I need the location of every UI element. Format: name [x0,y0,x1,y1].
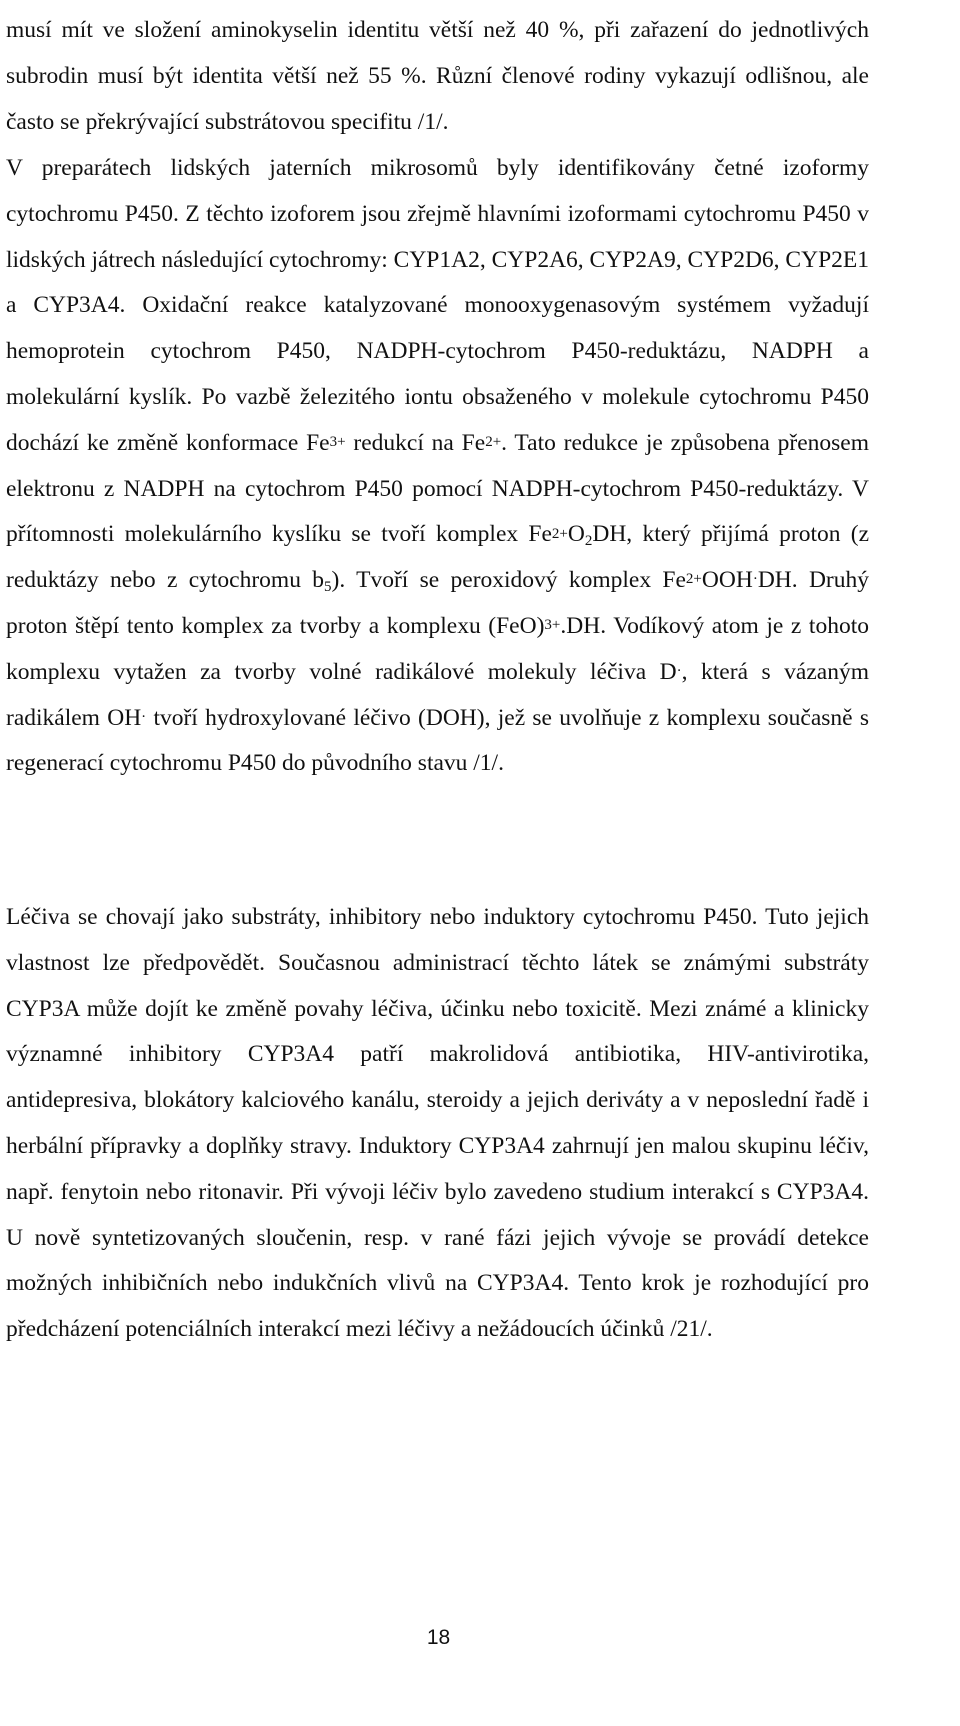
radical-dot: · [676,663,682,680]
radical-dot: · [752,571,758,588]
text-run: DH. Druhý proton štěpí tento komplex za tvorby a komplexu (FeO) [6,567,869,639]
superscript-charge: 3+ [329,434,346,451]
text-run: , která s vázaným radikálem OH [6,658,869,731]
text-run: DH, který přijímá proton (z reduktázy nebo z cytochromu b [6,521,869,594]
subscript-index: 2 [584,533,593,550]
text-run: ). Tvoří se peroxidový komplex Fe [331,567,686,594]
text-run: . Tato redukce je způsobena přenosem elektronu z NADPH na cytochrom P450 pomocí NADPH-cytochrom P450-reduktázy. V přítomnosti molekulárního kyslíku se tvoří komplex Fe [6,429,870,548]
paragraph-drug-interactions: Léčiva se chovají jako substráty, inhibitory nebo induktory cytochromu P450. Tuto jejich vlastnost lze předpovědět. Současnou administrací těchto látek se známými substráty CYP3A může dojít ke změně povahy léčiva, účinku nebo toxicitě. Mezi známé a klinicky významné inhibitory CYP3A4 patří makrolidová antibiotika, HIV-antivirotika, antidepresiva, blokátory kalciového kanálu, steroidy a jejich deriváty a v neposlední řadě i herbální přípravky a doplňky stravy. Induktory CYP3A4 zahrnují jen malou skupinu léčiv, např. fenytoin nebo ritonavir. Při vývoji léčiv bylo zavedeno studium interakcí s CYP3A4. U nově syntetizovaných sloučenin, resp. v rané fázi jejich vývoje se provádí detekce možných inhibičních nebo indukčních vlivů na CYP3A4. Tento krok je rozhodující pro předcházení potenciálních interakcí mezi léčivy a nežádoucích účinků /21/. [6,904,869,1343]
paragraph-cytochrome-isoforms [6,146,869,787]
text-run: tvoří hydroxylované léčivo (DOH), jež se uvolňuje z komplexu současně s regenerací cytochromu P450 do původního stavu /1/. [6,704,869,777]
text-run: V preparátech lidských jaterních mikrosomů byly identifikovány četné izoformy cytochromu P450. Z těchto izoforem jsou zřejmě hlavními izoformami cytochromu P450 v lidských játrech následující cytochromy: CYP1A2, CYP2A6, CYP2A9, CYP2D6, CYP2E1 a CYP3A4. Oxidační reakce katalyzované monooxygenasovým systémem vyžadují hemoprotein cytochrom P450, NADPH-cytochrom P450-reduktázu, NADPH a molekulární kyslík. Po vazbě železitého iontu obsaženého v molekule cytochromu P450 dochází ke změně konformace Fe [6,155,869,456]
radical-dot: · [141,708,147,725]
paragraph-continuation: musí mít ve složení aminokyselin identitu větší než 40 %, při zařazení do jednotlivých subrodin musí být identita větší než 55 %. Různí členové rodiny vykazují odlišnou, ale často se překrývající substrátovou specifitu /1/. [6,17,869,135]
text-run: OOH [701,567,753,594]
subscript-index: 5 [324,578,332,595]
superscript-charge: 3+ [544,617,561,634]
superscript-charge: 2+ [685,571,702,588]
text-run: redukcí na Fe [345,429,486,456]
superscript-charge: 2+ [485,434,502,451]
text-run: .DH. Vodíkový atom je z tohoto komplexu vytažen za tvorby volné radikálové molekuly léčiva D [6,612,869,685]
text-run: O [567,521,585,548]
page-number: 18 [426,1626,451,1649]
superscript-charge: 2+ [551,525,568,542]
